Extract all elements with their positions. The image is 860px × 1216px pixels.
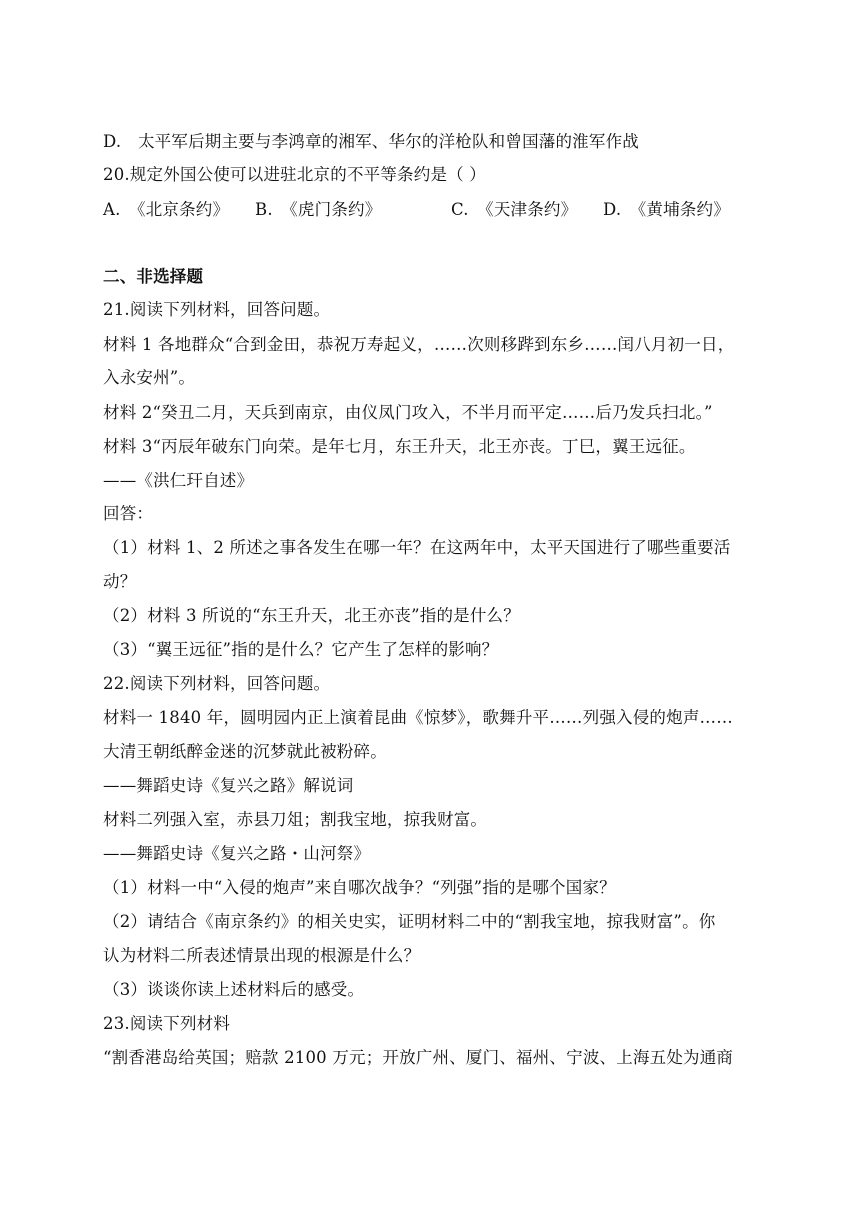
q22-stem: 22.阅读下列材料，回答问题。 — [103, 674, 331, 693]
q22-source-2: ——舞蹈史诗《复兴之路・山河祭》 — [103, 844, 371, 863]
q20-option-c: C. 《天津条约》 — [451, 200, 578, 219]
q20-options — [103, 198, 775, 222]
q21-answer-label: 回答： — [103, 504, 154, 523]
q19-option-d: D. 太平军后期主要与李鸿章的湘军、华尔的洋枪队和曾国藩的淮军作战 — [103, 132, 639, 151]
q23-material: “割香港岛给英国；赔款 2100 万元；开放广州、厦门、福州、宁波、上海五处为通商 — [103, 1048, 734, 1067]
q20-stem: 20.规定外国公使可以进驻北京的不平等条约是（ ） — [103, 165, 486, 184]
section-heading: 二、非选择题 — [103, 267, 204, 286]
q21-sub-3: （3）“翼王远征”指的是什么？它产生了怎样的影响？ — [103, 640, 499, 659]
q21-material-3: 材料 3“丙辰年破东门向荣。是年七月，东王升天，北王亦丧。丁巳，翼王远征。 — [103, 437, 696, 456]
q21-stem: 21.阅读下列材料，回答问题。 — [103, 300, 331, 319]
q22-sub-1: （1）材料一中“入侵的炮声”来自哪次战争？“列强”指的是哪个国家？ — [103, 878, 616, 897]
q22-material-1-cont: 大清王朝纸醉金迷的沉梦就此被粉碎。 — [103, 742, 387, 761]
q22-source-1: ——舞蹈史诗《复兴之路》解说词 — [103, 776, 354, 795]
q22-material-2: 材料二列强入室，赤县刀俎；割我宝地，掠我财富。 — [103, 810, 488, 829]
q20-option-b: B. 《虎门条约》 — [255, 200, 382, 219]
q21-source: ——《洪仁玕自述》 — [103, 471, 254, 490]
q21-sub-2: （2）材料 3 所说的“东王升天，北王亦丧”指的是什么？ — [103, 606, 520, 625]
q21-material-2: 材料 2“癸丑二月，天兵到南京，由仪凤门攻入，不半月而平定……后乃发兵扫北。” — [103, 403, 713, 422]
q23-stem: 23.阅读下列材料 — [103, 1014, 231, 1033]
q20-option-a: A. 《北京条约》 — [103, 200, 230, 219]
q22-sub-2-cont: 认为材料二所表述情景出现的根源是什么？ — [103, 946, 421, 965]
q22-material-1: 材料一 1840 年，圆明园内正上演着昆曲《惊梦》，歌舞升平……列强入侵的炮声…… — [103, 708, 733, 727]
q21-sub-1-cont: 动？ — [103, 572, 137, 591]
q22-sub-2: （2）请结合《南京条约》的相关史实，证明材料二中的“割我宝地，掠我财富”。你 — [103, 912, 716, 931]
q20-option-d: D. 《黄埔条约》 — [603, 200, 730, 219]
q21-material-1: 材料 1 各地群众“合到金田，恭祝万寿起义，……次则移跸到东乡……闰八月初一日， — [103, 335, 735, 354]
q21-sub-1: （1）材料 1、2 所述之事各发生在哪一年？在这两年中，太平天国进行了哪些重要活 — [103, 538, 731, 557]
q22-sub-3: （3）谈谈你读上述材料后的感受。 — [103, 980, 365, 999]
q21-material-1-cont: 入永安州”。 — [103, 368, 196, 387]
